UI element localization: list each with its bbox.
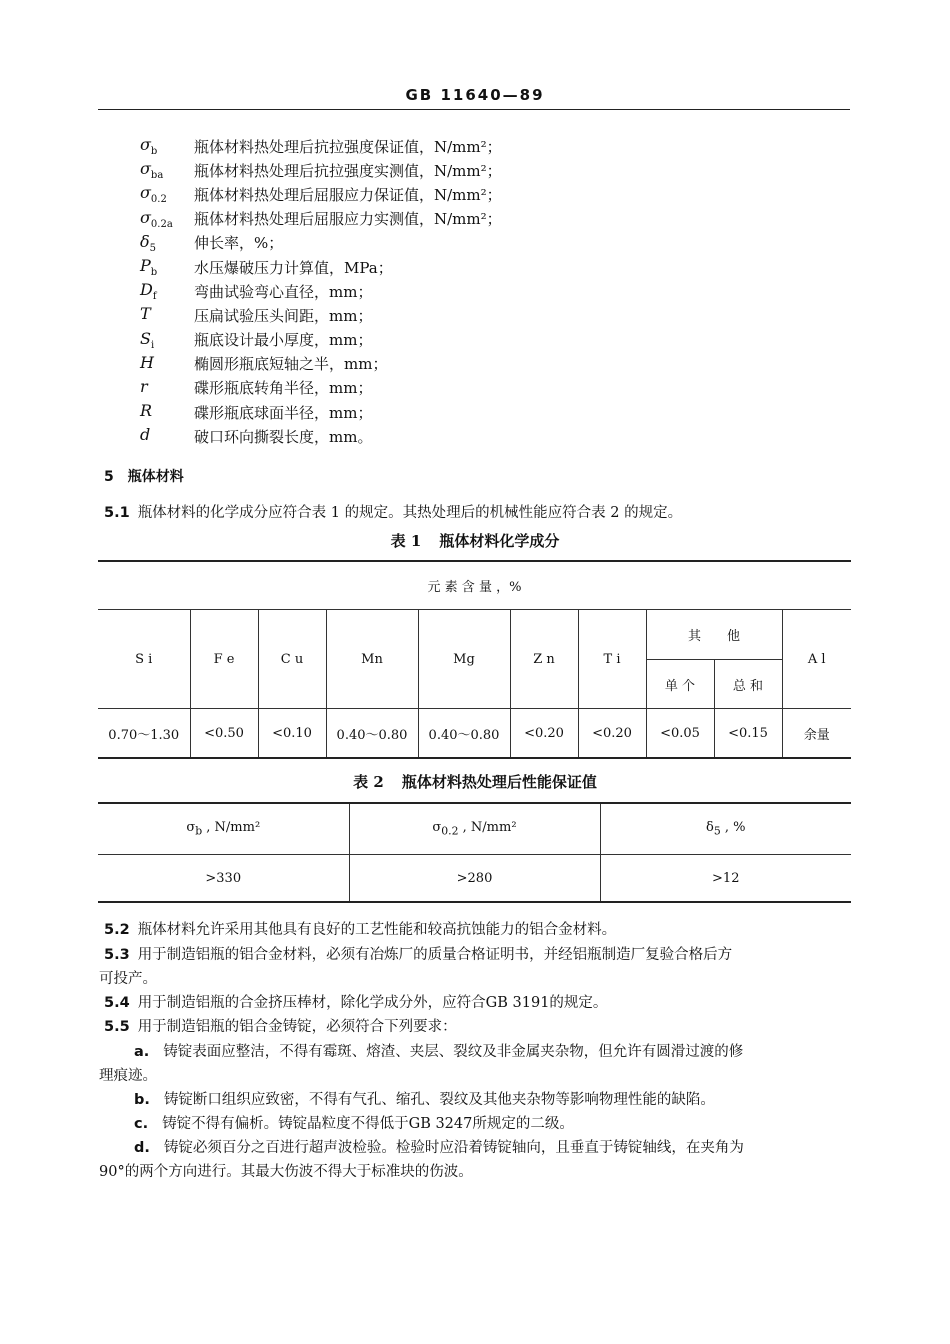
table1-header-cell: A l	[782, 610, 851, 709]
table1-value-cell: <0.20	[510, 709, 578, 759]
table1-caption	[0, 530, 950, 551]
section-title: 瓶体材料	[127, 469, 184, 485]
chemical-composition-table	[98, 560, 851, 759]
symbol-description: 伸长率，%；	[194, 234, 284, 253]
table1-header-cell: T i	[578, 610, 646, 709]
clause-text: 瓶体材料允许采用其他具有良好的工艺性能和较高抗蚀能力的铝合金材料。	[137, 922, 617, 938]
symbol: $\sigma_{0.2a}$	[140, 207, 173, 230]
table1-value-cell: <0.15	[714, 709, 782, 759]
list-text: 铸锭表面应整洁，不得有霉斑、熔渣、夹层、裂纹及非金属夹杂物，但允许有圆滑过渡的修	[163, 1044, 744, 1060]
symbol: H	[140, 352, 154, 372]
list-text: 铸锭断口组织应致密，不得有气孔、缩孔、裂纹及其他夹杂物等影响物理性能的缺陷。	[163, 1092, 715, 1108]
symbol-description: 瓶体材料热处理后屈服应力保证值，N/mm²；	[194, 185, 502, 204]
table1-header-cell: Z n	[510, 610, 578, 709]
symbol-description: 压扁试验压头间距，mm；	[194, 306, 373, 325]
table2-header-cell: $\sigma_b$ , N/mm²	[98, 803, 349, 855]
list-item-a	[134, 1040, 743, 1061]
symbol-description: 碟形瓶底转角半径，mm；	[194, 379, 373, 398]
page-header: GB 11640—89	[405, 86, 545, 104]
clause-text: 用于制造铝瓶的铝合金材料，必须有冶炼厂的质量合格证明书，并经铝瓶制造厂复验合格后方	[137, 947, 733, 963]
symbol-list	[140, 134, 502, 448]
list-text: 铸锭必须百分之百进行超声波检验。检验时应沿着铸锭轴向，且垂直于铸锭轴线，在夹角为	[163, 1140, 744, 1156]
table1-other-header: 其 他	[646, 610, 782, 660]
symbol-description: 椭圆形瓶底短轴之半，mm；	[194, 355, 388, 374]
symbol-row	[140, 255, 502, 279]
symbol-row	[140, 424, 502, 448]
table2-value-cell: >280	[349, 855, 600, 903]
table1-header-cell: F e	[190, 610, 258, 709]
clause-number: 5.5	[104, 1019, 130, 1035]
list-label: d.	[134, 1140, 150, 1156]
table1-header-cell: Mn	[326, 610, 418, 709]
table2-header-cell: $\delta_5$ , %	[600, 803, 851, 855]
symbol-description: 碟形瓶底球面半径，mm；	[194, 403, 373, 422]
table1-value-cell: 0.40～0.80	[418, 709, 510, 759]
symbol-row	[140, 376, 502, 400]
symbol: $S_i$	[140, 328, 155, 351]
symbol-row	[140, 231, 502, 255]
list-label: a.	[134, 1044, 150, 1060]
clause-text: 用于制造铝瓶的合金挤压棒材，除化学成分外，应符合GB 3191的规定。	[137, 995, 608, 1011]
table1-value-cell: <0.20	[578, 709, 646, 759]
list-label: c.	[134, 1116, 149, 1132]
list-label: b.	[134, 1092, 150, 1108]
symbol: R	[140, 401, 153, 421]
symbol-description: 瓶体材料热处理后抗拉强度保证值，N/mm²；	[194, 137, 502, 156]
clause-text: 用于制造铝瓶的铝合金铸锭，必须符合下列要求：	[137, 1019, 457, 1035]
paragraph-5-4	[104, 991, 607, 1012]
paragraph-5-3-continued: 可投产。	[99, 971, 157, 987]
section-number: 5	[104, 469, 114, 485]
table1-value-cell: 0.40～0.80	[326, 709, 418, 759]
symbol-row	[140, 400, 502, 424]
clause-number: 5.2	[104, 922, 130, 938]
symbol-row	[140, 134, 502, 158]
symbol: d	[140, 425, 151, 445]
symbol-description: 水压爆破压力计算值，MPa；	[194, 258, 393, 277]
symbol-description: 瓶底设计最小厚度，mm；	[194, 331, 373, 350]
table2-caption	[0, 771, 950, 792]
symbol: $D_f$	[140, 280, 157, 303]
clause-number: 5.4	[104, 995, 130, 1011]
table1-value-cell: <0.05	[646, 709, 714, 759]
paragraph-5-5	[104, 1015, 457, 1036]
table1-value-cell: 0.70～1.30	[98, 709, 190, 759]
table1-value-cell: 余量	[782, 709, 851, 759]
symbol: $\delta_5$	[140, 231, 157, 254]
clause-number: 5.1	[104, 505, 130, 521]
table1-value-cell: <0.50	[190, 709, 258, 759]
caption-number: 表 2	[353, 773, 384, 791]
symbol: r	[140, 376, 148, 396]
table2-header-cell: $\sigma_{0.2}$ , N/mm²	[349, 803, 600, 855]
caption-number: 表 1	[390, 532, 422, 550]
table1-value-cell: <0.10	[258, 709, 326, 759]
caption-title: 瓶体材料热处理后性能保证值	[401, 773, 597, 791]
symbol-row	[140, 352, 502, 376]
list-item-d	[134, 1136, 744, 1157]
symbol: $\sigma_{ba}$	[140, 159, 164, 182]
symbol: $\sigma_{0.2}$	[140, 183, 167, 206]
section-heading	[104, 466, 184, 486]
table2-value-cell: >330	[98, 855, 349, 903]
symbol: T	[140, 304, 151, 324]
symbol-row	[140, 279, 502, 303]
table1-group-header: 元 素 含 量 ，%	[98, 561, 851, 610]
paragraph-5-2	[104, 918, 616, 939]
list-item-a-continued: 理痕迹。	[99, 1068, 157, 1084]
symbol-row	[140, 182, 502, 206]
mechanical-properties-table	[98, 802, 851, 903]
table1-header-cell: Mg	[418, 610, 510, 709]
symbol-row	[140, 303, 502, 327]
clause-number: 5.3	[104, 947, 130, 963]
table1-header-cell: S i	[98, 610, 190, 709]
list-item-d-continued: 90°的两个方向进行。其最大伤波不得大于标准块的伤波。	[99, 1164, 473, 1180]
table2-value-cell: >12	[600, 855, 851, 903]
symbol: $\sigma_b$	[140, 135, 158, 158]
caption-title: 瓶体材料化学成分	[439, 532, 560, 550]
symbol-row	[140, 158, 502, 182]
header-rule	[98, 109, 850, 110]
table1-subheader-cell: 总 和	[714, 660, 782, 709]
table1-header-cell: C u	[258, 610, 326, 709]
list-text: 铸锭不得有偏析。铸锭晶粒度不得低于GB 3247所规定的二级。	[162, 1116, 574, 1132]
paragraph-5-1	[104, 501, 682, 522]
symbol-description: 弯曲试验弯心直径，mm；	[194, 282, 373, 301]
symbol-row	[140, 328, 502, 352]
symbol-description: 破口环向撕裂长度，mm。	[194, 427, 373, 446]
list-item-b	[134, 1088, 715, 1109]
symbol: $P_b$	[140, 255, 158, 279]
clause-text: 瓶体材料的化学成分应符合表 1 的规定。其热处理后的机械性能应符合表 2 的规定。	[137, 505, 683, 521]
symbol-row	[140, 207, 502, 231]
table1-subheader-cell: 单 个	[646, 660, 714, 709]
paragraph-5-3	[104, 943, 732, 964]
list-item-c	[134, 1112, 574, 1133]
symbol-description: 瓶体材料热处理后抗拉强度实测值，N/mm²；	[194, 161, 502, 180]
symbol-description: 瓶体材料热处理后屈服应力实测值，N/mm²；	[194, 210, 502, 229]
